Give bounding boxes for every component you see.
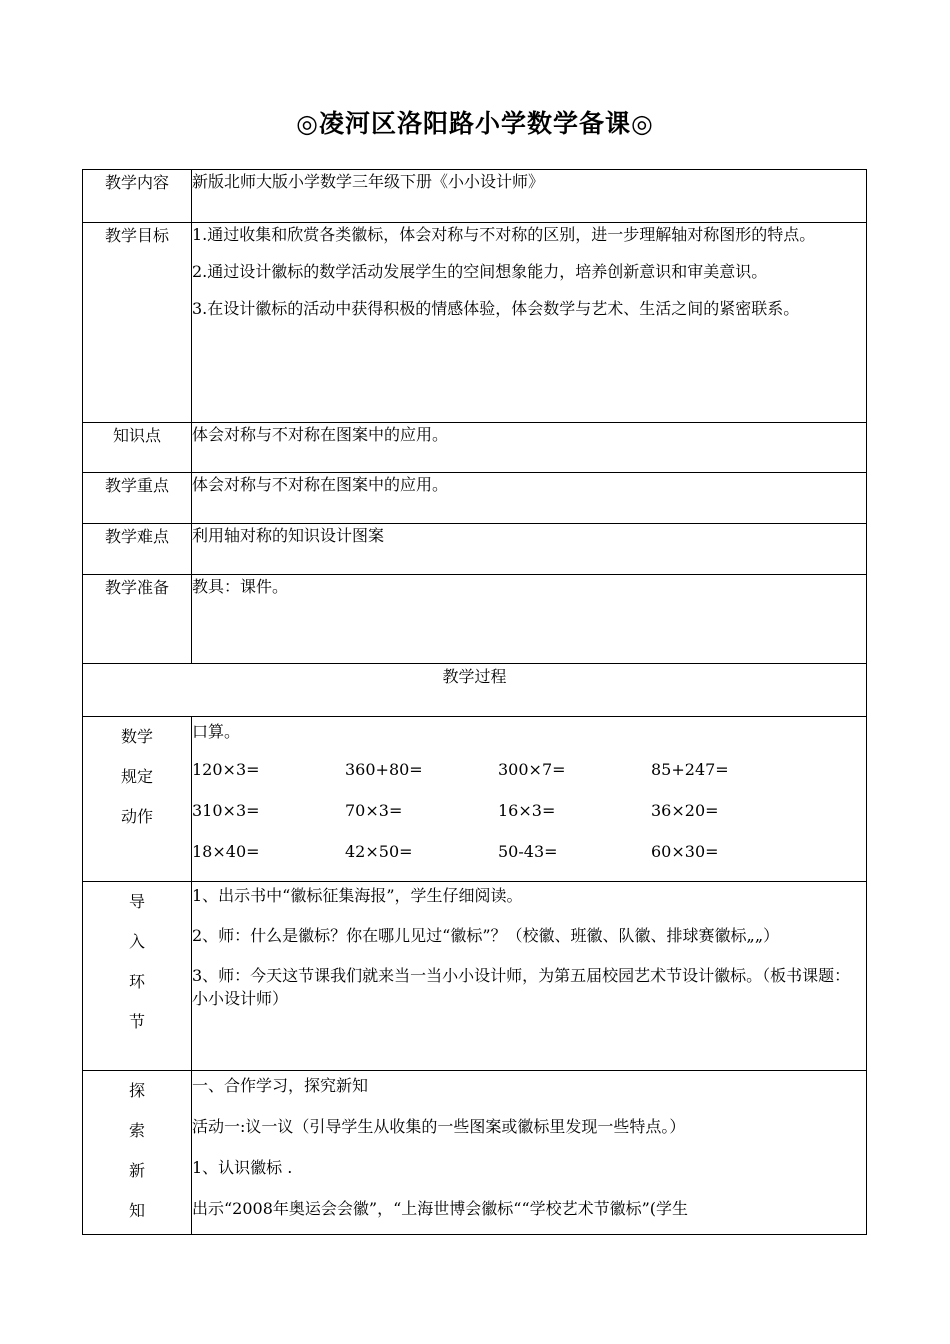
label-line: 规定 [120, 767, 153, 786]
label-key-point: 教学重点 [83, 473, 192, 524]
intro-item: 3、师：今天这节课我们就来当一当小小设计师，为第五届校园艺术节设计徽标。（板书课题：小小设计师） [192, 966, 851, 1008]
explore-line: 一、合作学习，探究新知 [192, 1076, 369, 1095]
math-problem: 300×7= [498, 760, 566, 779]
label-char: 节 [128, 1012, 145, 1031]
row-teaching-goals [83, 223, 867, 423]
math-row [192, 749, 866, 790]
explore-line: 活动一:议一议（引导学生从收集的一些图案或徽标里发现一些特点。） [192, 1117, 686, 1136]
label-teaching-goals: 教学目标 [83, 223, 192, 423]
teaching-process-heading: 教学过程 [83, 664, 867, 717]
row-teaching-content [83, 170, 867, 223]
row-introduction [83, 882, 867, 1071]
label-char: 索 [128, 1121, 145, 1140]
intro-item: 1、出示书中“徽标征集海报”，学生仔细阅读。 [192, 886, 523, 905]
mental-math-content [192, 717, 867, 882]
intro-item: 2、师：什么是徽标？你在哪儿见过“徽标”？（校徽、班徽、队徽、排球赛徽标„„） [192, 926, 780, 945]
math-row [192, 831, 866, 872]
label-char: 知 [128, 1201, 145, 1220]
row-explore [83, 1071, 867, 1235]
label-mental-math [83, 717, 192, 882]
math-problem: 16×3= [498, 801, 556, 820]
label-teaching-content: 教学内容 [83, 170, 192, 223]
label-char: 新 [128, 1161, 145, 1180]
value-preparation: 教具：课件。 [192, 575, 867, 664]
math-problem: 85+247= [651, 760, 729, 779]
row-mental-math [83, 717, 867, 882]
value-difficulty: 利用轴对称的知识设计图案 [192, 524, 867, 575]
row-knowledge-point [83, 423, 867, 473]
explore-line: 1、认识徽标 . [192, 1158, 293, 1177]
mental-math-heading: 口算。 [192, 722, 241, 741]
label-explore [83, 1071, 192, 1235]
goal-item: 1.通过收集和欣赏各类徽标，体会对称与不对称的区别，进一步理解轴对称图形的特点。 [192, 225, 816, 244]
page-title: ◎凌河区洛阳路小学数学备课◎ [296, 109, 654, 138]
label-difficulty: 教学难点 [83, 524, 192, 575]
label-introduction [83, 882, 192, 1071]
label-preparation: 教学准备 [83, 575, 192, 664]
value-key-point: 体会对称与不对称在图案中的应用。 [192, 473, 867, 524]
value-teaching-content: 新版北师大版小学数学三年级下册《小小设计师》 [192, 170, 867, 223]
label-char: 环 [128, 972, 145, 991]
math-problem: 120×3= [192, 760, 260, 779]
math-problem: 36×20= [651, 801, 719, 820]
lesson-plan-table [82, 169, 867, 1235]
math-problem: 50-43= [498, 842, 558, 861]
row-difficulty [83, 524, 867, 575]
explore-line: 出示“2008年奥运会会徽”，“上海世博会徽标““学校艺术节徽标”(学生 [192, 1199, 689, 1218]
row-preparation [83, 575, 867, 664]
goal-item: 3.在设计徽标的活动中获得积极的情感体验，体会数学与艺术、生活之间的紧密联系。 [192, 299, 800, 318]
value-teaching-goals [192, 223, 867, 423]
row-key-point [83, 473, 867, 524]
value-knowledge-point: 体会对称与不对称在图案中的应用。 [192, 423, 867, 473]
math-row [192, 790, 866, 831]
row-teaching-process [83, 664, 867, 717]
math-problem: 310×3= [192, 801, 260, 820]
label-char: 入 [128, 932, 145, 951]
label-knowledge-point: 知识点 [83, 423, 192, 473]
goal-item: 2.通过设计徽标的数学活动发展学生的空间想象能力，培养创新意识和审美意识。 [192, 262, 768, 281]
label-line: 数学 [120, 727, 153, 746]
math-problem: 42×50= [345, 842, 413, 861]
explore-content [192, 1071, 867, 1235]
label-char: 导 [128, 892, 145, 911]
math-problem: 60×30= [651, 842, 719, 861]
introduction-content [192, 882, 867, 1071]
math-problem: 360+80= [345, 760, 423, 779]
math-problem: 18×40= [192, 842, 260, 861]
label-line: 动作 [120, 807, 153, 826]
label-char: 探 [128, 1081, 145, 1100]
math-problem: 70×3= [345, 801, 403, 820]
